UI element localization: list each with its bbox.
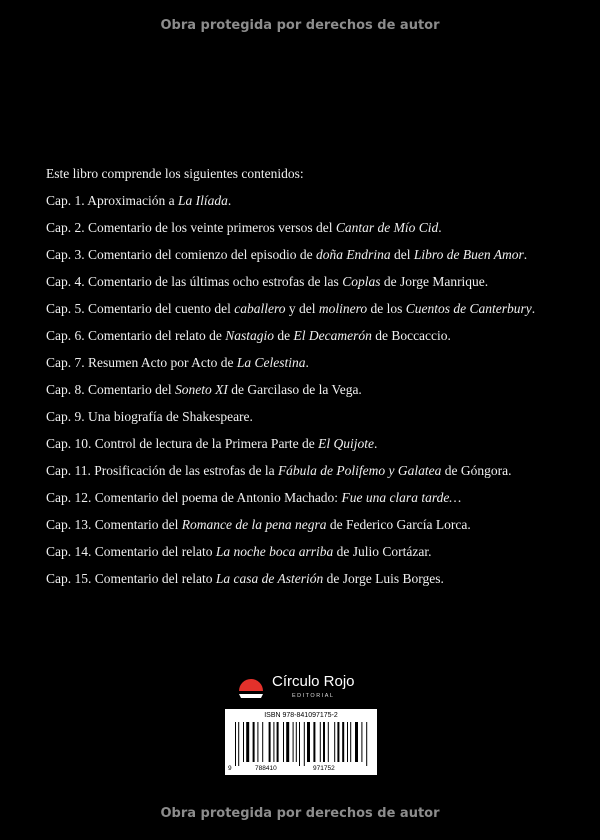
chapter-text: de Góngora.: [441, 463, 512, 478]
chapter-title-italic: El Decamerón: [293, 328, 372, 343]
chapter-text: de Federico García Lorca.: [326, 517, 471, 532]
chapter-item: [46, 434, 576, 461]
chapter-text: Cap. 6. Comentario del relato de: [46, 328, 226, 343]
chapter-text: .: [438, 220, 442, 235]
barcode-bar: [273, 722, 274, 762]
chapter-text: Cap. 13. Comentario del: [46, 517, 182, 532]
chapter-title-italic: La noche boca arriba: [215, 544, 334, 559]
chapter-title-italic: La Ilíada: [177, 193, 228, 208]
chapter-text: Cap. 14. Comentario del relato: [46, 544, 216, 559]
chapter-title-italic: Cantar de Mío Cid: [335, 220, 439, 235]
chapter-item: [46, 569, 576, 596]
barcode-bar: [334, 722, 335, 762]
barcode-bar: [257, 722, 258, 762]
chapter-item: [46, 245, 576, 272]
chapter-text: Cap. 3. Comentario del comienzo del episodio de: [46, 247, 316, 262]
publisher-logo: [236, 670, 376, 704]
chapter-text: Cap. 12. Comentario del poema de Antonio Machado:: [46, 490, 342, 505]
chapter-item: [46, 272, 576, 299]
chapter-text: Cap. 8. Comentario del: [46, 382, 175, 397]
barcode-digit-first: 9: [228, 765, 232, 772]
barcode-bar: [307, 722, 310, 762]
chapter-item: [46, 407, 576, 434]
publisher-name: Círculo Rojo: [272, 673, 355, 690]
chapter-item: [46, 218, 576, 245]
barcode-bar: [286, 722, 289, 762]
red-semicircle-icon: [236, 672, 266, 702]
barcode-bar: [342, 722, 344, 762]
contents-list: [46, 164, 576, 596]
barcode-bar: [337, 722, 339, 762]
chapter-title-italic: caballero: [234, 301, 286, 316]
chapter-text: de los: [367, 301, 406, 316]
chapter-text: Cap. 1. Aproximación a: [46, 193, 178, 208]
barcode-bar: [293, 722, 294, 762]
chapter-title-italic: Fábula de Polifemo y Galatea: [277, 463, 442, 478]
publisher-subtitle: EDITORIAL: [292, 693, 335, 699]
chapter-title-italic: Romance de la pena negra: [181, 517, 327, 532]
chapter-title-italic: Fue una clara tarde…: [341, 490, 462, 505]
barcode-bar: [328, 722, 329, 762]
chapter-text: de: [273, 328, 294, 343]
barcode-digits-left: 788410: [255, 765, 277, 772]
chapter-text: .: [523, 247, 528, 262]
chapter-item: [46, 299, 576, 326]
barcode-bar: [283, 722, 284, 762]
chapter-list: [46, 191, 576, 596]
chapter-text: de Julio Cortázar.: [333, 544, 432, 559]
chapter-text: de Jorge Luis Borges.: [323, 571, 444, 586]
chapter-title-italic: Coplas: [342, 274, 381, 289]
chapter-item: [46, 191, 576, 218]
chapter-text: de Garcilaso de la Vega.: [227, 382, 362, 397]
chapter-text: del: [390, 247, 414, 262]
barcode-bar: [246, 722, 249, 762]
chapter-text: Cap. 4. Comentario de las últimas ocho estrofas de las: [46, 274, 343, 289]
chapter-item: [46, 461, 576, 488]
isbn-label: ISBN 978-841097175-2: [264, 712, 338, 719]
chapter-text: Cap. 10. Control de lectura de la Primera Parte de: [46, 436, 319, 451]
barcode-bar: [253, 722, 255, 762]
barcode-bar: [355, 722, 358, 762]
barcode-digits-right: 971752: [313, 765, 335, 772]
chapter-text: Cap. 15. Comentario del relato: [46, 571, 216, 586]
chapter-text: y del: [285, 301, 319, 316]
chapter-text: Cap. 7. Resumen Acto por Acto de: [46, 355, 237, 370]
barcode-bar: [296, 722, 297, 762]
chapter-item: [46, 353, 576, 380]
chapter-text: .: [227, 193, 232, 208]
barcode-bar: [361, 722, 362, 762]
barcode-bar: [235, 722, 236, 766]
chapter-title-italic: Soneto XI: [174, 382, 228, 397]
barcode-bar: [238, 722, 239, 766]
chapter-item: [46, 380, 576, 407]
barcode-bar: [350, 722, 351, 762]
barcode-bar: [269, 722, 271, 762]
chapter-item: [46, 488, 576, 515]
barcode-bars: [233, 722, 369, 766]
chapter-item: [46, 542, 576, 569]
chapter-text: de Boccaccio.: [371, 328, 451, 343]
chapter-text: .: [374, 436, 378, 451]
chapter-title-italic: El Quijote: [318, 436, 375, 451]
barcode-bar: [313, 722, 315, 762]
chapter-title-italic: Libro de Buen Amor: [413, 247, 524, 262]
chapter-text: .: [305, 355, 309, 370]
barcode-bar: [299, 722, 300, 766]
barcode-bar: [304, 722, 305, 766]
barcode-bar: [347, 722, 348, 762]
barcode-bar: [323, 722, 325, 762]
chapter-item: [46, 515, 576, 542]
chapter-title-italic: La Celestina: [236, 355, 306, 370]
chapter-title-italic: La casa de Asterión: [215, 571, 324, 586]
barcode-bar: [262, 722, 263, 762]
watermark-bottom: Obra protegida por derechos de autor: [160, 806, 440, 821]
chapter-title-italic: Cuentos de Canterbury: [405, 301, 532, 316]
contents-intro: Este libro comprende los siguientes contenidos:: [46, 166, 304, 181]
chapter-title-italic: doña Endrina: [315, 247, 391, 262]
chapter-title-italic: molinero: [318, 301, 368, 316]
isbn-barcode: [225, 709, 377, 775]
chapter-text: .: [531, 301, 536, 316]
barcode-bar: [366, 722, 367, 766]
chapter-text: Cap. 9. Una biografía de Shakespeare.: [46, 409, 253, 424]
chapter-text: Cap. 11. Prosificación de las estrofas de la: [46, 463, 278, 478]
chapter-item: [46, 326, 576, 353]
barcode-bar: [320, 722, 321, 762]
chapter-title-italic: Nastagio: [225, 328, 274, 343]
chapter-text: de Jorge Manrique.: [380, 274, 489, 289]
chapter-text: Cap. 5. Comentario del cuento del: [46, 301, 235, 316]
watermark-top: Obra protegida por derechos de autor: [160, 18, 440, 33]
chapter-text: Cap. 2. Comentario de los veinte primeros versos del: [46, 220, 336, 235]
barcode-bar: [243, 722, 244, 762]
barcode-bar: [277, 722, 279, 762]
